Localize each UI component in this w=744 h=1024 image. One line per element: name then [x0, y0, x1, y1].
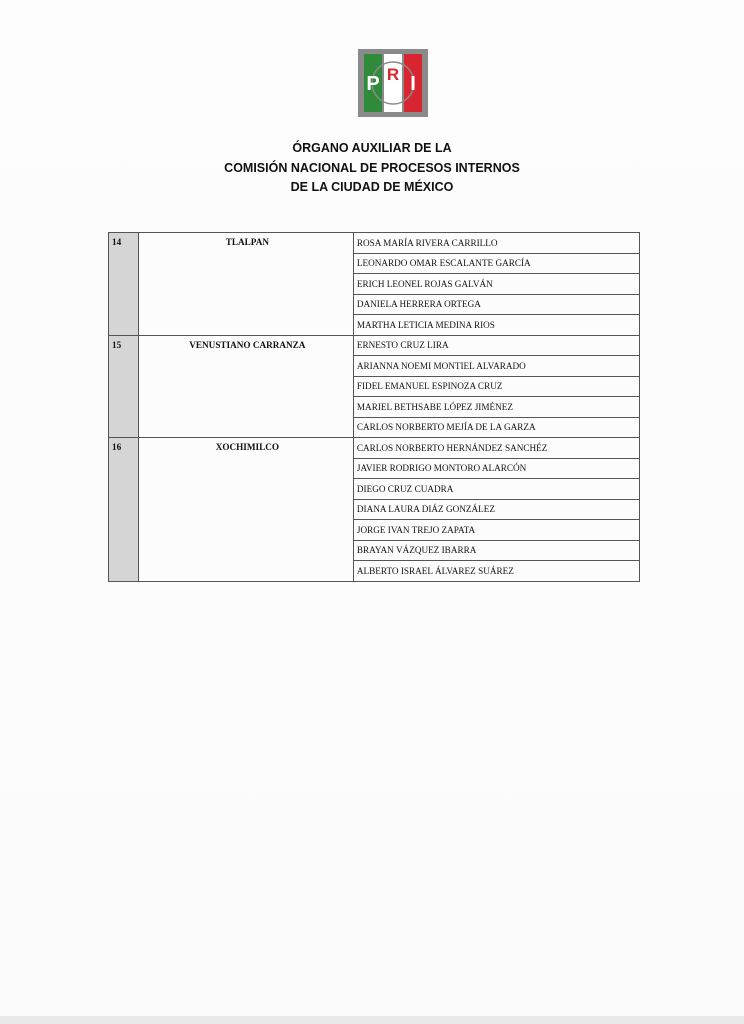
title-line-2: COMISIÓN NACIONAL DE PROCESOS INTERNOS — [224, 161, 520, 175]
district-members-table — [108, 232, 640, 582]
table-row — [109, 335, 640, 356]
pri-logo — [358, 49, 428, 117]
member-name: DIANA LAURA DIÁZ GONZÁLEZ — [353, 499, 639, 520]
member-name: LEONARDO OMAR ESCALANTE GARCÍA — [353, 253, 639, 274]
table-body — [109, 233, 640, 582]
district-number: 16 — [109, 438, 139, 582]
member-name: CARLOS NORBERTO MEJÍA DE LA GARZA — [353, 417, 639, 438]
member-name: DANIELA HERRERA ORTEGA — [353, 294, 639, 315]
member-name: MARIEL BETHSABE LÓPEZ JIMÉNEZ — [353, 397, 639, 418]
table-row — [109, 233, 640, 254]
title-line-3: DE LA CIUDAD DE MÉXICO — [290, 180, 454, 194]
member-name: DIEGO CRUZ CUADRA — [353, 479, 639, 500]
logo-letter-r: R — [386, 65, 400, 84]
member-name: JORGE IVAN TREJO ZAPATA — [353, 520, 639, 541]
table-row — [109, 438, 640, 459]
district-name: XOCHIMILCO — [138, 438, 353, 582]
member-name: FIDEL EMANUEL ESPINOZA CRUZ — [353, 376, 639, 397]
district-name: VENUSTIANO CARRANZA — [138, 335, 353, 438]
page-bottom-edge — [0, 1016, 744, 1024]
member-name: JAVIER RODRIGO MONTORO ALARCÓN — [353, 458, 639, 479]
logo-letter-i: I — [410, 73, 416, 95]
logo-letter-p: P — [366, 73, 380, 95]
member-name: ERICH LEONEL ROJAS GALVÁN — [353, 274, 639, 295]
member-name: ALBERTO ISRAEL ÁLVAREZ SUÁREZ — [353, 561, 639, 582]
member-name: CARLOS NORBERTO HERNÁNDEZ SANCHÉZ — [353, 438, 639, 459]
member-name: ROSA MARÍA RIVERA CARRILLO — [353, 233, 639, 254]
member-name: ERNESTO CRUZ LIRA — [353, 335, 639, 356]
member-name: MARTHA LETICIA MEDINA RIOS — [353, 315, 639, 336]
district-name: TLALPAN — [138, 233, 353, 336]
member-name: BRAYAN VÁZQUEZ IBARRA — [353, 540, 639, 561]
district-number: 14 — [109, 233, 139, 336]
member-name: ARIANNA NOEMI MONTIEL ALVARADO — [353, 356, 639, 377]
district-number: 15 — [109, 335, 139, 438]
title-line-1: ÓRGANO AUXILIAR DE LA — [292, 141, 452, 155]
